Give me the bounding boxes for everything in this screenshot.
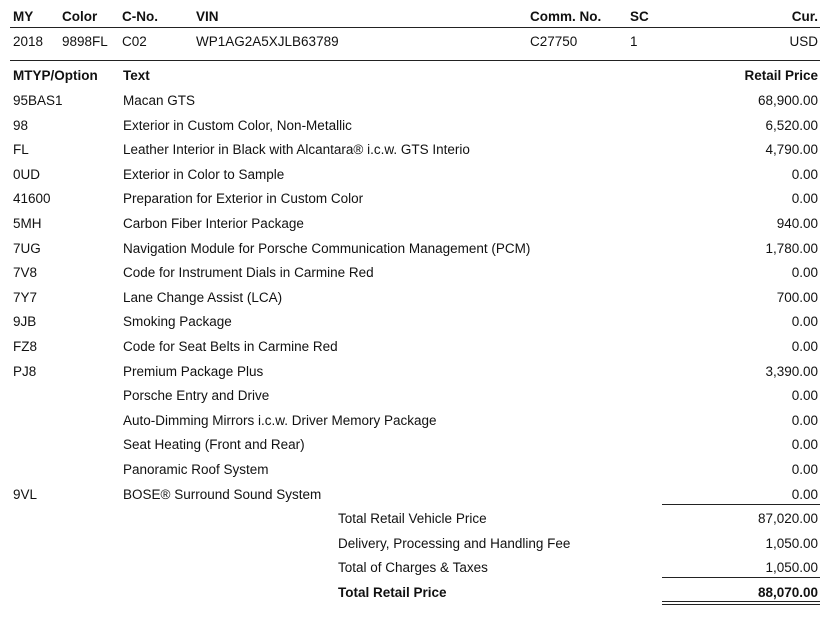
column-header-price: Retail Price — [744, 68, 818, 83]
model-year-value: 2018 — [13, 34, 44, 49]
option-text: Exterior in Color to Sample — [123, 166, 285, 182]
cno-value: C02 — [122, 34, 147, 49]
subtotal-rule — [662, 504, 820, 505]
option-text: Code for Seat Belts in Carmine Red — [123, 339, 338, 354]
grand-total-double-rule — [662, 604, 820, 605]
option-price: 0.00 — [791, 339, 818, 354]
option-text: Porsche Entry and Drive — [123, 388, 270, 404]
option-price: 0.00 — [791, 462, 818, 477]
option-code: 7UG — [13, 240, 41, 256]
option-price: 0.00 — [791, 166, 818, 182]
option-code: 98 — [13, 117, 29, 133]
option-code: 9VL — [13, 486, 38, 502]
option-text: BOSE® Surround Sound System — [123, 486, 322, 502]
option-text: Panoramic Roof System — [123, 462, 269, 477]
option-code: 7V8 — [13, 265, 38, 281]
option-price: 0.00 — [791, 437, 818, 453]
header-currency: Cur. — [791, 9, 818, 24]
header-vin: VIN — [196, 9, 219, 24]
option-price: 0.00 — [791, 265, 818, 281]
option-code: 41600 — [13, 191, 51, 207]
option-text: Seat Heating (Front and Rear) — [123, 437, 305, 453]
option-price: 0.00 — [791, 412, 818, 428]
total-value: 1,050.00 — [765, 535, 818, 551]
option-code: PJ8 — [13, 363, 37, 379]
option-code: 95BAS1 — [13, 93, 63, 108]
comm-no-value: C27750 — [530, 34, 578, 49]
option-text: Lane Change Assist (LCA) — [123, 289, 283, 305]
header-cno: C-No. — [122, 9, 158, 24]
total-label: Total Retail Vehicle Price — [338, 511, 487, 526]
option-text: Smoking Package — [123, 314, 232, 330]
column-header-text: Text — [123, 68, 150, 83]
sc-value: 1 — [630, 34, 638, 49]
option-text: Leather Interior in Black with Alcantara® i.c.w. GTS Interio — [123, 142, 470, 158]
header-sc: SC — [630, 9, 649, 24]
option-code: FL — [13, 142, 29, 158]
option-price: 0.00 — [791, 191, 818, 207]
option-text: Exterior in Custom Color, Non-Metallic — [123, 117, 352, 133]
vin-value: WP1AG2A5XJLB63789 — [196, 34, 339, 49]
total-value: 87,020.00 — [757, 511, 818, 526]
option-price: 1,780.00 — [765, 240, 818, 256]
header-divider — [10, 27, 820, 28]
total-label: Total of Charges & Taxes — [338, 560, 488, 576]
option-code: 7Y7 — [13, 289, 38, 305]
column-header-code: MTYP/Option — [13, 68, 98, 83]
total-value: 88,070.00 — [757, 584, 818, 600]
option-price: 4,790.00 — [765, 142, 818, 158]
option-price: 940.00 — [776, 216, 818, 231]
currency-value: USD — [789, 34, 818, 49]
header-bottom-divider — [10, 60, 820, 61]
header-my: MY — [13, 9, 34, 24]
total-value: 1,050.00 — [765, 560, 818, 576]
color-value: 9898FL — [62, 34, 108, 49]
option-text: Navigation Module for Porsche Communication Management (PCM) — [123, 240, 531, 256]
option-price: 0.00 — [791, 314, 818, 330]
option-code: 9JB — [13, 314, 37, 330]
option-text: Auto-Dimming Mirrors i.c.w. Driver Memory Package — [123, 412, 437, 428]
option-price: 3,390.00 — [765, 363, 818, 379]
header-color: Color — [62, 9, 98, 24]
option-text: Code for Instrument Dials in Carmine Red — [123, 265, 374, 281]
option-text: Premium Package Plus — [123, 363, 264, 379]
option-price: 6,520.00 — [765, 117, 818, 133]
grand-total-double-rule — [662, 601, 820, 602]
option-text: Preparation for Exterior in Custom Color — [123, 191, 364, 207]
option-code: FZ8 — [13, 339, 38, 354]
header-comm-no: Comm. No. — [530, 9, 602, 24]
option-code: 0UD — [13, 166, 41, 182]
option-price: 0.00 — [791, 388, 818, 404]
total-label: Total Retail Price — [338, 584, 447, 600]
option-text: Macan GTS — [123, 93, 196, 108]
option-price: 68,900.00 — [757, 93, 818, 108]
total-label: Delivery, Processing and Handling Fee — [338, 535, 571, 551]
option-code: 5MH — [13, 216, 42, 231]
option-price: 0.00 — [791, 486, 818, 502]
charges-rule — [662, 577, 820, 578]
option-text: Carbon Fiber Interior Package — [123, 216, 304, 231]
option-price: 700.00 — [776, 289, 818, 305]
